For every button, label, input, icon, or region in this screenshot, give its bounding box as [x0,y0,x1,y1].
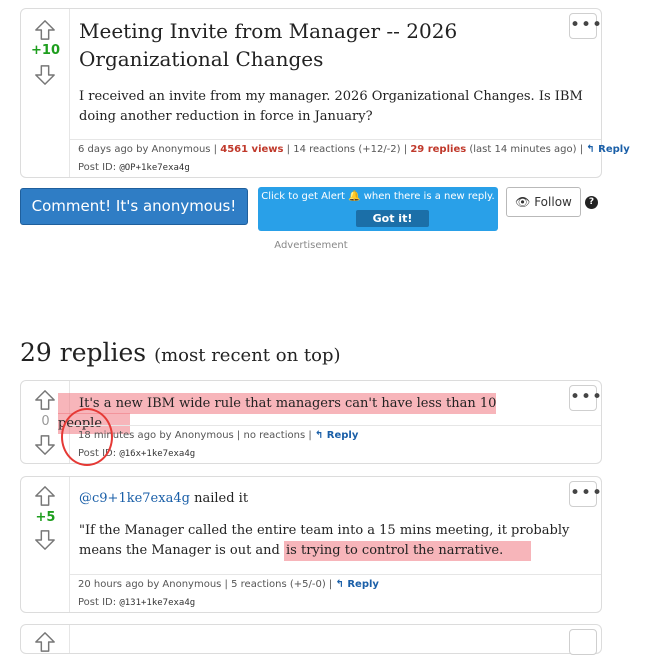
bell-icon: 🔔 [348,191,361,202]
follow-button[interactable]: 👁 Follow [506,187,581,217]
post-id-row [78,597,195,608]
mention-suffix: nailed it [194,491,249,506]
post-id-row [78,162,190,173]
replies-order: (most recent on top) [154,345,341,366]
reply-link[interactable]: ↰ Reply [335,579,379,590]
more-options-button[interactable]: ••• [569,481,597,507]
eye-icon: 👁 [515,195,531,209]
reply-card [20,476,602,613]
reply-arrow-icon: ↰ [314,430,324,441]
reply-quote [79,521,589,561]
reply-time: 18 minutes ago by Anonymous [78,430,234,441]
replies-heading [20,338,341,367]
post-id[interactable]: @16x+1ke7exa4g [119,449,196,459]
post-meta-band [70,139,630,177]
comment-button[interactable]: Comment! It's anonymous! [20,188,248,225]
reply-arrow-icon: ↰ [335,579,344,590]
reply-meta: 18 minutes ago by Anonymous | no reactions | ↰ Reply [78,430,359,441]
highlighted-text: is trying to control the narrative. [284,541,531,561]
upvote-arrow-icon[interactable] [34,631,56,653]
upvote-arrow-icon[interactable] [34,19,56,41]
reaction-count[interactable]: no reactions [243,430,306,441]
replies-count-link[interactable]: 29 replies [410,144,467,155]
reaction-count[interactable]: 5 reactions (+5/-0) [231,579,326,590]
post-time: 6 days ago by Anonymous [78,144,211,155]
post-id-label: Post ID: [78,448,117,459]
reply-link[interactable]: ↰ Reply [314,430,359,441]
reply-mention-line [79,489,589,509]
upvote-arrow-icon[interactable] [34,485,56,507]
quote-text: "If the Manager called the entire team into a 15 mins meeting, it probably means the Manager is out and [79,523,570,558]
downvote-arrow-icon[interactable] [34,529,56,551]
downvote-arrow-icon[interactable] [34,64,56,86]
help-icon[interactable]: ? [585,196,598,209]
annotation-circle [61,408,113,466]
more-options-button[interactable]: ••• [569,13,597,39]
reply-link[interactable]: ↰ Reply [586,144,630,155]
reaction-count[interactable]: 14 reactions (+12/-2) [293,144,401,155]
reply-time: 20 hours ago by Anonymous [78,579,222,590]
reply-meta: 20 hours ago by Anonymous | 5 reactions (+5/-0) | ↰ Reply [78,579,379,590]
post-meta: 6 days ago by Anonymous | 4561 views | 14 reactions (+12/-2) | 29 replies (last 14 minutes ago) | ↰ Reply [78,144,630,155]
post-score: +10 [31,43,60,58]
highlighted-text: It's a new IBM wide rule that managers can't have less than 10 people [58,393,496,434]
original-post-card [20,8,630,178]
mention-link[interactable]: @c9+1ke7exa4g [79,491,190,506]
more-options-button[interactable] [569,629,597,655]
view-count: 4561 views [220,144,284,155]
alert-text: Click to get Alert 🔔 when there is a new reply. [261,191,495,202]
reply-arrow-icon: ↰ [586,144,595,155]
downvote-arrow-icon[interactable] [34,434,56,456]
reply-card-partial [20,624,602,654]
reply-meta-band [70,425,601,463]
post-id-label: Post ID: [78,162,117,173]
reply-alert-tooltip [258,187,498,231]
post-body: I received an invite from my manager. 2026 Organizational Changes. Is IBM doing another reduction in force in January? [79,89,583,124]
vote-column [21,9,70,177]
post-title: Meeting Invite from Manager -- 2026 Organizational Changes [79,19,458,71]
post-id-label: Post ID: [78,597,117,608]
post-id[interactable]: @OP+1ke7exa4g [119,163,190,173]
vote-column [21,477,70,612]
reply-score: 0 [41,414,50,429]
reply-score: +5 [35,510,56,525]
last-reply-time: (last 14 minutes ago) [469,144,577,155]
replies-count: 29 replies [20,338,147,367]
vote-column [21,625,70,653]
got-it-button[interactable]: Got it! [356,210,429,227]
post-id[interactable]: @131+1ke7exa4g [119,598,196,608]
reply-meta-band [70,574,601,612]
advertisement-label: Advertisement [274,240,348,251]
upvote-arrow-icon[interactable] [34,389,56,411]
more-options-button[interactable]: ••• [569,385,597,411]
